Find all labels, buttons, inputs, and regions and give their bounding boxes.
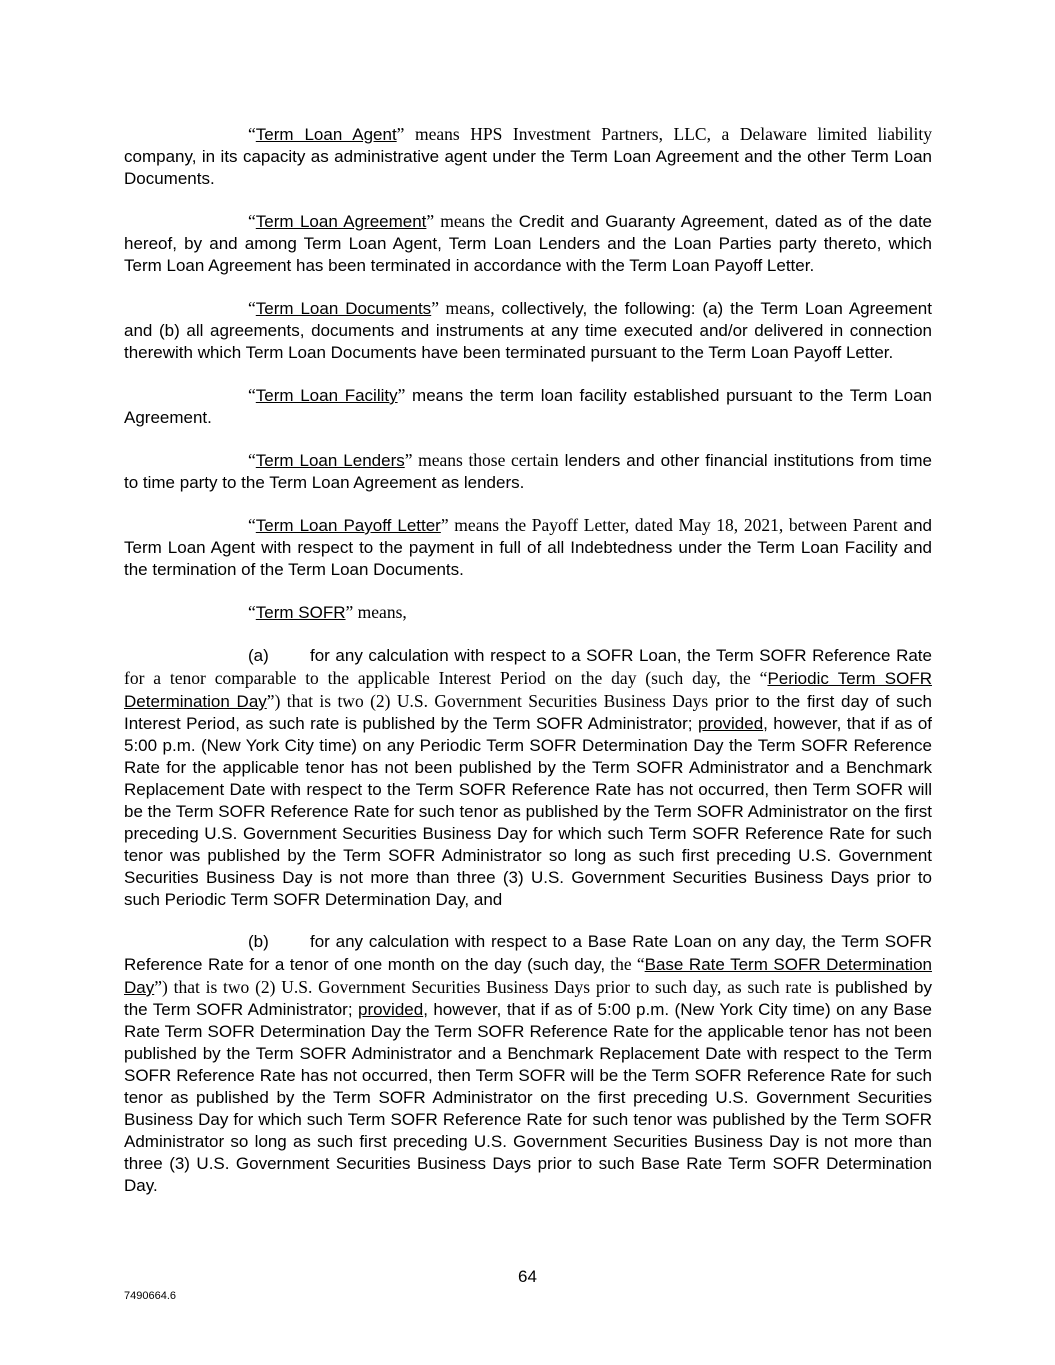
- close-quote: ”: [404, 450, 413, 470]
- clause-text: , however, that if as of 5:00 p.m. (New York City time) on any Base Rate Term SOFR Determination Day the Term SOFR Reference Rate for the applicable tenor has not been published by the Term SOFR Administrator and a Benchmark Replacement Date with respect to the Term SOFR Reference Rate has not occurred, then Term SOFR will be the Term SOFR Reference Rate for such tenor as published by the Term SOFR Administrator on the first preceding U.S. Government Securities Business Day for which such Term SOFR Reference Rate for such tenor was published by the Term SOFR Administrator so long as such first preceding U.S. Government Securities Business Day is not more than three (3) U.S. Government Securities Business Days prior to such Base Rate Term SOFR Determination Day.: [124, 1000, 932, 1195]
- definition-text: lenders and other financial institutions from time to time party to the Term Loan Agreement as lenders.: [124, 451, 932, 492]
- defined-term: Term Loan Payoff Letter: [255, 516, 441, 535]
- definition-term-loan-agent: [124, 123, 932, 190]
- close-quote: ”: [426, 211, 435, 231]
- definition-text: collectively, the following: (a) the Term Loan Agreement and (b) all agreements, documents and instruments at any time executed and/or delivered in connection therewith which Term Loan Documents have been terminated pursuant to the Term Loan Payoff Letter.: [124, 299, 932, 362]
- clause-text: published by the Term SOFR Administrator;: [124, 978, 932, 1019]
- close-quote: ”: [397, 385, 406, 405]
- open-quote: “: [248, 602, 256, 622]
- definition-term-sofr: [124, 601, 932, 624]
- clause-text: prior to the first day of such Interest Period, as such rate is published by the Term SOFR Administrator;: [124, 692, 933, 733]
- proviso-term: provided: [697, 714, 764, 733]
- definition-text: Credit and Guaranty Agreement, dated as of the date hereof, by and among Term Loan Agent, Term Loan Lenders and the Loan Parties party thereto, which Term Loan Agreement has been terminated in accordance with the Term Loan Payoff Letter.: [124, 212, 932, 275]
- clause-label: (b): [248, 932, 269, 951]
- clause-text-serif: ”) that is two (2) U.S. Government Securities Business Days prior to such day, as such rate is: [154, 977, 830, 997]
- clause-text-serif: the “: [605, 954, 645, 974]
- close-quote: ”: [396, 124, 405, 144]
- open-quote: “: [248, 450, 256, 470]
- definition-text-lead: means,: [353, 602, 407, 622]
- definition-term-loan-agreement: [124, 210, 932, 277]
- open-quote: “: [248, 211, 256, 231]
- definition-term-loan-documents: [124, 297, 932, 364]
- open-quote: “: [248, 124, 256, 144]
- clause-text-serif: for a tenor comparable to the applicable Interest Period on the day (such day, the “: [124, 668, 768, 688]
- definition-text-lead: means HPS Investment Partners, LLC, a Delaware limited liability: [404, 124, 932, 144]
- definition-term-loan-facility: [124, 384, 932, 429]
- clause-text: for any calculation with respect to a Base Rate Loan on any day, the Term SOFR Reference Rate for a tenor of one month on the day (such day,: [124, 932, 932, 974]
- definition-text-lead: means the: [434, 211, 513, 231]
- definition-text: and Term Loan Agent with respect to the payment in full of all Indebtedness under the Term Loan Facility and the termination of the Term Loan Documents.: [124, 516, 933, 579]
- definition-text-lead: means those certain: [412, 450, 559, 470]
- document-id: 7490664.6: [124, 1290, 176, 1302]
- clause-text: for any calculation with respect to a SOFR Loan, the Term SOFR Reference Rate: [310, 646, 932, 665]
- open-quote: “: [248, 515, 256, 535]
- close-quote: ”: [345, 602, 354, 622]
- defined-term: Term SOFR: [255, 603, 346, 622]
- defined-term: Periodic Term SOFR Determination Day: [124, 669, 932, 711]
- defined-term: Term Loan Agreement: [255, 212, 427, 231]
- page-number: 64: [518, 1267, 537, 1286]
- defined-term: Term Loan Lenders: [255, 451, 405, 470]
- clause-text-serif: ”) that is two (2) U.S. Government Securities Business Days: [266, 691, 709, 711]
- definition-text-lead: means the Payoff Letter, dated May 18, 2021, between Parent: [448, 515, 898, 535]
- definition-text: means the term loan facility established pursuant to the Term Loan Agreement.: [124, 386, 932, 427]
- open-quote: “: [248, 298, 256, 318]
- clause-text: , however, that if as of 5:00 p.m. (New York City time) on any Periodic Term SOFR Determination Day the Term SOFR Reference Rate for the applicable tenor has not been published by the Term SOFR Administrator and a Benchmark Replacement Date with respect to the Term SOFR Reference Rate has not occurred, then Term SOFR will be the Term SOFR Reference Rate for such tenor as published by the Term SOFR Administrator on the first preceding U.S. Government Securities Business Day for which such Term SOFR Reference Rate for such tenor was published by the Term SOFR Administrator so long as such first preceding U.S. Government Securities Business Day is not more than three (3) U.S. Government Securities Business Days prior to such Periodic Term SOFR Determination Day, and: [124, 714, 932, 909]
- close-quote: ”: [440, 515, 449, 535]
- close-quote: ”: [431, 298, 439, 318]
- defined-term: Term Loan Facility: [255, 386, 398, 405]
- defined-term: Base Rate Term SOFR Determination Day: [124, 955, 932, 997]
- definition-term-loan-payoff-letter: [124, 514, 932, 581]
- definition-text-lead: means,: [438, 298, 495, 318]
- defined-term: Term Loan Agent: [255, 125, 397, 144]
- proviso-term: provided: [357, 1000, 424, 1019]
- definition-text: company, in its capacity as administrative agent under the Term Loan Agreement and the other Term Loan Documents.: [124, 147, 932, 188]
- clause-label: (a): [248, 646, 269, 665]
- clause-a: [124, 644, 932, 911]
- open-quote: “: [248, 385, 256, 405]
- definition-term-loan-lenders: [124, 449, 932, 494]
- clause-b: [124, 931, 932, 1197]
- document-body: [124, 123, 932, 1217]
- defined-term: Term Loan Documents: [255, 299, 432, 318]
